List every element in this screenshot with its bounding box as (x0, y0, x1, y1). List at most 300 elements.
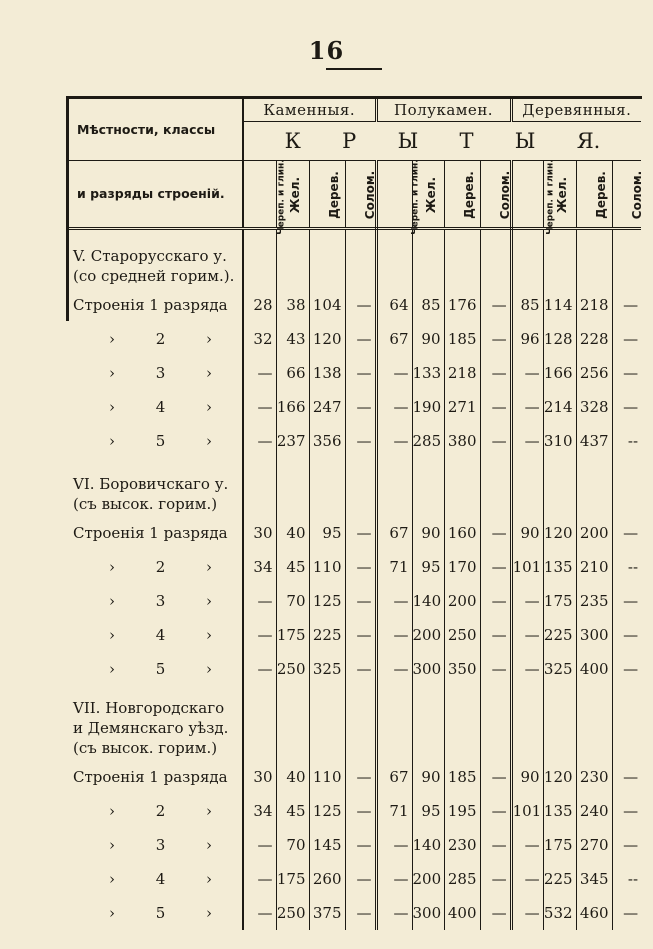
subcol-label: Череп. и глин. (276, 159, 287, 235)
kryshi-letter: Ы (397, 129, 419, 153)
subcol-header (576, 161, 612, 229)
rate-cell: 70 (276, 584, 309, 618)
rate-cell: 104 (309, 288, 345, 322)
rate-cell: 176 (444, 288, 480, 322)
ditto-mark: › (109, 592, 115, 610)
rate-cell: — (480, 356, 511, 390)
empty-cell (444, 686, 480, 760)
rate-cell: 375 (309, 896, 345, 930)
rate-cell: 32 (243, 322, 276, 356)
row-class-cell (69, 550, 243, 584)
empty-cell (376, 458, 412, 516)
ditto-mark: › (109, 558, 115, 576)
empty-cell (345, 686, 376, 760)
rate-cell: — (480, 794, 511, 828)
subcol-header (309, 161, 345, 229)
rate-cell: — (345, 390, 376, 424)
rate-cell: 230 (444, 828, 480, 862)
rate-cell: 250 (276, 652, 309, 686)
rate-cell: 460 (576, 896, 612, 930)
subcol-header (543, 161, 576, 229)
subcol-label: Череп. и глин. (410, 159, 421, 235)
rate-cell: 235 (576, 584, 612, 618)
page-number: 16 (308, 36, 345, 65)
rate-cell: 96 (511, 322, 543, 356)
row-class-number: 3 (155, 836, 166, 854)
row-class-number: 2 (155, 802, 166, 820)
table-row (69, 288, 641, 322)
empty-cell (309, 686, 345, 760)
subcol-label: Жел. (554, 176, 569, 214)
rate-cell: — (480, 288, 511, 322)
rate-cell: — (480, 516, 511, 550)
rate-cell: — (345, 618, 376, 652)
rate-cell: 128 (543, 322, 576, 356)
rate-cell: 67 (376, 322, 412, 356)
rate-cell: 166 (276, 390, 309, 424)
empty-cell (276, 458, 309, 516)
row-class-cell (69, 828, 243, 862)
rate-cell: 200 (576, 516, 612, 550)
row-class-cell (69, 618, 243, 652)
subcol-label: Дерев. (461, 171, 476, 219)
rate-cell: 90 (511, 516, 543, 550)
subcol-header (612, 161, 644, 229)
rate-cell: — (345, 584, 376, 618)
rate-cell: — (623, 364, 639, 382)
section-header-row (69, 229, 641, 289)
rate-cell: 532 (543, 896, 576, 930)
section-title-line: V. Старорусскаго у. (73, 247, 227, 265)
table-row (69, 618, 641, 652)
rate-cell: 175 (276, 862, 309, 896)
empty-cell (480, 458, 511, 516)
rate-cell: — (623, 904, 639, 922)
rate-cell: 310 (543, 424, 576, 458)
rate-cell: — (345, 424, 376, 458)
empty-cell (511, 458, 543, 516)
rate-cell: — (345, 794, 376, 828)
rate-cell: — (480, 322, 511, 356)
rate-cell: 437 (576, 424, 612, 458)
rate-cell: 247 (309, 390, 345, 424)
group-header-polukamen: Полукамен. (376, 99, 511, 122)
subcol-label: Жел. (287, 176, 302, 214)
row-label: Строенія 1 разряда (69, 288, 243, 322)
rate-cell: 85 (412, 288, 444, 322)
rate-cell: — (243, 862, 276, 896)
empty-cell (243, 229, 276, 289)
row-class-cell (69, 390, 243, 424)
subcol-label: Солом. (497, 170, 512, 220)
rate-cell: 145 (309, 828, 345, 862)
row-class-number: 4 (155, 870, 166, 888)
empty-cell (376, 229, 412, 289)
rate-cell: — (511, 390, 543, 424)
empty-cell (511, 229, 543, 289)
rate-cell: — (243, 424, 276, 458)
rate-cell: 210 (576, 550, 612, 584)
rate-cell: 356 (309, 424, 345, 458)
rate-cell: 90 (412, 516, 444, 550)
rate-cell: 230 (576, 760, 612, 794)
rate-cell: — (511, 356, 543, 390)
rate-cell: — (376, 390, 412, 424)
rate-cell: — (623, 836, 639, 854)
rate-cell: 250 (276, 896, 309, 930)
rate-cell: — (345, 322, 376, 356)
rate-cell: — (623, 626, 639, 644)
rate-cell: 325 (543, 652, 576, 686)
row-class-number: 5 (155, 904, 166, 922)
rate-cell: 135 (543, 794, 576, 828)
rate-cell: — (480, 618, 511, 652)
empty-cell (345, 229, 376, 289)
row-class-number: 2 (155, 330, 166, 348)
rate-cell: 140 (412, 584, 444, 618)
rate-cell: 45 (276, 550, 309, 584)
rate-cell: 200 (412, 618, 444, 652)
rate-cell: 345 (576, 862, 612, 896)
rate-cell: — (480, 760, 511, 794)
rate-cell: 285 (444, 862, 480, 896)
rate-cell: — (480, 652, 511, 686)
header-row-label: Мѣстности, классы (77, 121, 216, 137)
rate-cell: — (345, 828, 376, 862)
rate-cell: 300 (576, 618, 612, 652)
row-class-cell (69, 424, 243, 458)
kryshi-letter: Р (342, 129, 357, 153)
rate-cell: 110 (309, 550, 345, 584)
rate-cell: — (345, 760, 376, 794)
rate-cell: 225 (309, 618, 345, 652)
table-row (69, 862, 641, 896)
subcol-header (412, 161, 444, 229)
ditto-mark: › (205, 626, 212, 644)
row-label: Строенія 1 разряда (69, 516, 243, 550)
subcol-header (444, 161, 480, 229)
rate-cell: — (623, 768, 639, 786)
rate-cell: 175 (543, 584, 576, 618)
rate-cell: — (243, 390, 276, 424)
subcol-header (511, 159, 556, 235)
empty-cell (412, 458, 444, 516)
row-class-number: 5 (155, 432, 166, 450)
rate-cell: 90 (412, 322, 444, 356)
section-title (69, 458, 243, 516)
section-title-line: (съ высок. горим.) (73, 739, 218, 757)
row-class-cell (69, 896, 243, 930)
rate-cell: 166 (543, 356, 576, 390)
rate-cell: 260 (309, 862, 345, 896)
rate-cell: — (376, 424, 412, 458)
rate-cell: -- (627, 870, 639, 888)
rate-cell: 190 (412, 390, 444, 424)
kryshi-letter: Я. (576, 129, 601, 153)
rate-cell: -- (627, 558, 639, 576)
rate-cell: — (480, 862, 511, 896)
rate-cell: 101 (511, 794, 543, 828)
rate-cell: 38 (276, 288, 309, 322)
kryshi-letter: Ы (514, 129, 536, 153)
ditto-mark: › (109, 802, 115, 820)
empty-cell (612, 229, 641, 289)
row-class-cell (69, 584, 243, 618)
rate-cell: 214 (543, 390, 576, 424)
empty-cell (612, 686, 641, 760)
row-class-cell (69, 322, 243, 356)
section-title-line: и Демянскаго уѣзд. (73, 719, 229, 737)
rate-cell: — (376, 652, 412, 686)
rate-cell: — (623, 660, 639, 678)
page-number-rule (326, 68, 382, 70)
rate-cell: 125 (309, 794, 345, 828)
rate-cell: — (243, 584, 276, 618)
row-class-number: 5 (155, 660, 166, 678)
kryshi-letter: Т (459, 129, 474, 153)
subcol-label: Дерев. (593, 171, 608, 219)
rate-cell: 110 (309, 760, 345, 794)
ditto-mark: › (109, 660, 115, 678)
empty-cell (444, 229, 480, 289)
ditto-mark: › (205, 432, 212, 450)
rate-cell: 400 (444, 896, 480, 930)
rate-cell: 350 (444, 652, 480, 686)
empty-cell (444, 458, 480, 516)
rate-cell: 325 (309, 652, 345, 686)
empty-cell (576, 229, 612, 289)
empty-cell (480, 686, 511, 760)
section-title-line: VI. Боровичскаго у. (73, 475, 229, 493)
empty-cell (412, 229, 444, 289)
section-title-line: (съ высок. горим.) (73, 495, 218, 513)
rate-cell: 30 (243, 516, 276, 550)
empty-cell (612, 458, 641, 516)
row-class-cell (69, 862, 243, 896)
rate-cell: — (376, 618, 412, 652)
rate-cell: — (623, 296, 639, 314)
table-row (69, 760, 641, 794)
rate-cell: 140 (412, 828, 444, 862)
rate-table (69, 99, 644, 930)
section-title-line: VII. Новгородскаго (73, 699, 225, 717)
rate-cell: 300 (412, 652, 444, 686)
rate-cell: 120 (543, 760, 576, 794)
rate-cell: 133 (412, 356, 444, 390)
subcol-label: Дерев. (326, 171, 341, 219)
subcol-label: Солом. (629, 170, 644, 220)
rate-cell: — (623, 330, 639, 348)
empty-cell (543, 229, 576, 289)
rate-cell: 271 (444, 390, 480, 424)
ditto-mark: › (109, 432, 115, 450)
ditto-mark: › (205, 802, 212, 820)
empty-cell (345, 458, 376, 516)
rate-cell: 218 (444, 356, 480, 390)
row-label: Строенія 1 разряда (69, 760, 243, 794)
rate-cell: 228 (576, 322, 612, 356)
rate-cell: 200 (444, 584, 480, 618)
rate-cell: 101 (511, 550, 543, 584)
rate-cell: — (480, 550, 511, 584)
rate-cell: 120 (543, 516, 576, 550)
rate-cell: 400 (576, 652, 612, 686)
rate-cell: — (480, 828, 511, 862)
subcol-label: Жел. (423, 176, 438, 214)
rate-cell: — (345, 862, 376, 896)
empty-cell (480, 229, 511, 289)
row-class-cell (69, 794, 243, 828)
ditto-mark: › (205, 836, 212, 854)
empty-cell (276, 229, 309, 289)
rate-cell: 90 (412, 760, 444, 794)
rate-cell: 256 (576, 356, 612, 390)
ditto-mark: › (109, 398, 115, 416)
header-row-label-cell (69, 99, 243, 161)
row-class-number: 3 (155, 592, 166, 610)
rate-cell: — (376, 584, 412, 618)
rate-cell: — (623, 524, 639, 542)
rate-cell: 125 (309, 584, 345, 618)
rate-cell: 225 (543, 862, 576, 896)
row-class-cell (69, 356, 243, 390)
kryshi-header (243, 122, 641, 161)
empty-cell (376, 686, 412, 760)
rate-cell: — (376, 828, 412, 862)
rate-cell: 250 (444, 618, 480, 652)
rate-cell: 135 (543, 550, 576, 584)
rate-cell: 95 (412, 550, 444, 584)
ditto-mark: › (205, 592, 212, 610)
rate-cell: 90 (511, 760, 543, 794)
group-header-derevyannye: Деревянныя. (511, 99, 641, 122)
empty-cell (412, 686, 444, 760)
rate-cell: 64 (376, 288, 412, 322)
rate-cell: — (511, 584, 543, 618)
group-header-kamennye: Каменныя. (243, 99, 376, 122)
section-title-line: (со средней горим.). (73, 267, 235, 285)
table-row (69, 424, 641, 458)
rate-cell: — (511, 862, 543, 896)
subcol-header (276, 161, 309, 229)
rate-cell: 40 (276, 516, 309, 550)
rate-cell: 225 (543, 618, 576, 652)
rate-cell: 200 (412, 862, 444, 896)
ditto-mark: › (109, 364, 115, 382)
rate-cell: 30 (243, 760, 276, 794)
rate-cell: 114 (543, 288, 576, 322)
ditto-mark: › (109, 870, 115, 888)
ditto-mark: › (109, 904, 115, 922)
row-class-number: 4 (155, 398, 166, 416)
subcol-header (480, 161, 511, 229)
rate-cell: — (243, 828, 276, 862)
row-class-cell (69, 652, 243, 686)
ditto-mark: › (205, 364, 212, 382)
empty-cell (243, 458, 276, 516)
table-row (69, 794, 641, 828)
rate-cell: 237 (276, 424, 309, 458)
row-class-number: 4 (155, 626, 166, 644)
kryshi-letter: К (284, 129, 301, 153)
rate-cell: 185 (444, 322, 480, 356)
rate-cell: 175 (543, 828, 576, 862)
rate-cell: — (623, 592, 639, 610)
header-row-label-2-cell (69, 161, 243, 229)
rate-cell: 71 (376, 794, 412, 828)
rate-cell: — (511, 424, 543, 458)
rate-cell: 120 (309, 322, 345, 356)
empty-cell (576, 458, 612, 516)
rate-cell: 67 (376, 760, 412, 794)
rate-cell: — (623, 398, 639, 416)
ditto-mark: › (109, 626, 115, 644)
rate-cell: — (511, 652, 543, 686)
rate-cell: — (376, 356, 412, 390)
rate-cell: — (345, 896, 376, 930)
ditto-mark: › (205, 558, 212, 576)
rate-cell: 45 (276, 794, 309, 828)
empty-cell (309, 229, 345, 289)
table-row (69, 516, 641, 550)
rate-cell: 70 (276, 828, 309, 862)
row-class-number: 3 (155, 364, 166, 382)
rate-cell: 95 (309, 516, 345, 550)
rate-cell: 285 (412, 424, 444, 458)
rate-cell: -- (627, 432, 639, 450)
section-title (69, 229, 243, 289)
rate-cell: — (243, 618, 276, 652)
rate-cell: 160 (444, 516, 480, 550)
rate-cell: — (623, 802, 639, 820)
rate-cell: 380 (444, 424, 480, 458)
rate-cell: 138 (309, 356, 345, 390)
ditto-mark: › (109, 330, 115, 348)
rate-cell: 175 (276, 618, 309, 652)
section-title (69, 686, 243, 760)
empty-cell (243, 686, 276, 760)
rate-cell: — (511, 618, 543, 652)
subcol-label: Череп. и глин. (545, 159, 556, 235)
table-row (69, 322, 641, 356)
rate-cell: — (345, 550, 376, 584)
rate-cell: 95 (412, 794, 444, 828)
rate-cell: — (243, 896, 276, 930)
empty-cell (543, 458, 576, 516)
rate-cell: — (511, 828, 543, 862)
rate-cell: 85 (511, 288, 543, 322)
ditto-mark: › (205, 660, 212, 678)
table-row (69, 584, 641, 618)
rate-cell: 270 (576, 828, 612, 862)
rate-cell: 71 (376, 550, 412, 584)
section-header-row (69, 686, 641, 760)
rate-cell: — (243, 652, 276, 686)
empty-cell (576, 686, 612, 760)
empty-cell (309, 458, 345, 516)
rate-cell: 40 (276, 760, 309, 794)
rate-cell: 43 (276, 322, 309, 356)
rate-cell: 195 (444, 794, 480, 828)
table-row (69, 896, 641, 930)
rate-cell: 34 (243, 550, 276, 584)
ditto-mark: › (205, 904, 212, 922)
row-class-number: 2 (155, 558, 166, 576)
rate-cell: — (345, 516, 376, 550)
rate-cell: 218 (576, 288, 612, 322)
rate-cell: — (243, 356, 276, 390)
rate-cell: 34 (243, 794, 276, 828)
